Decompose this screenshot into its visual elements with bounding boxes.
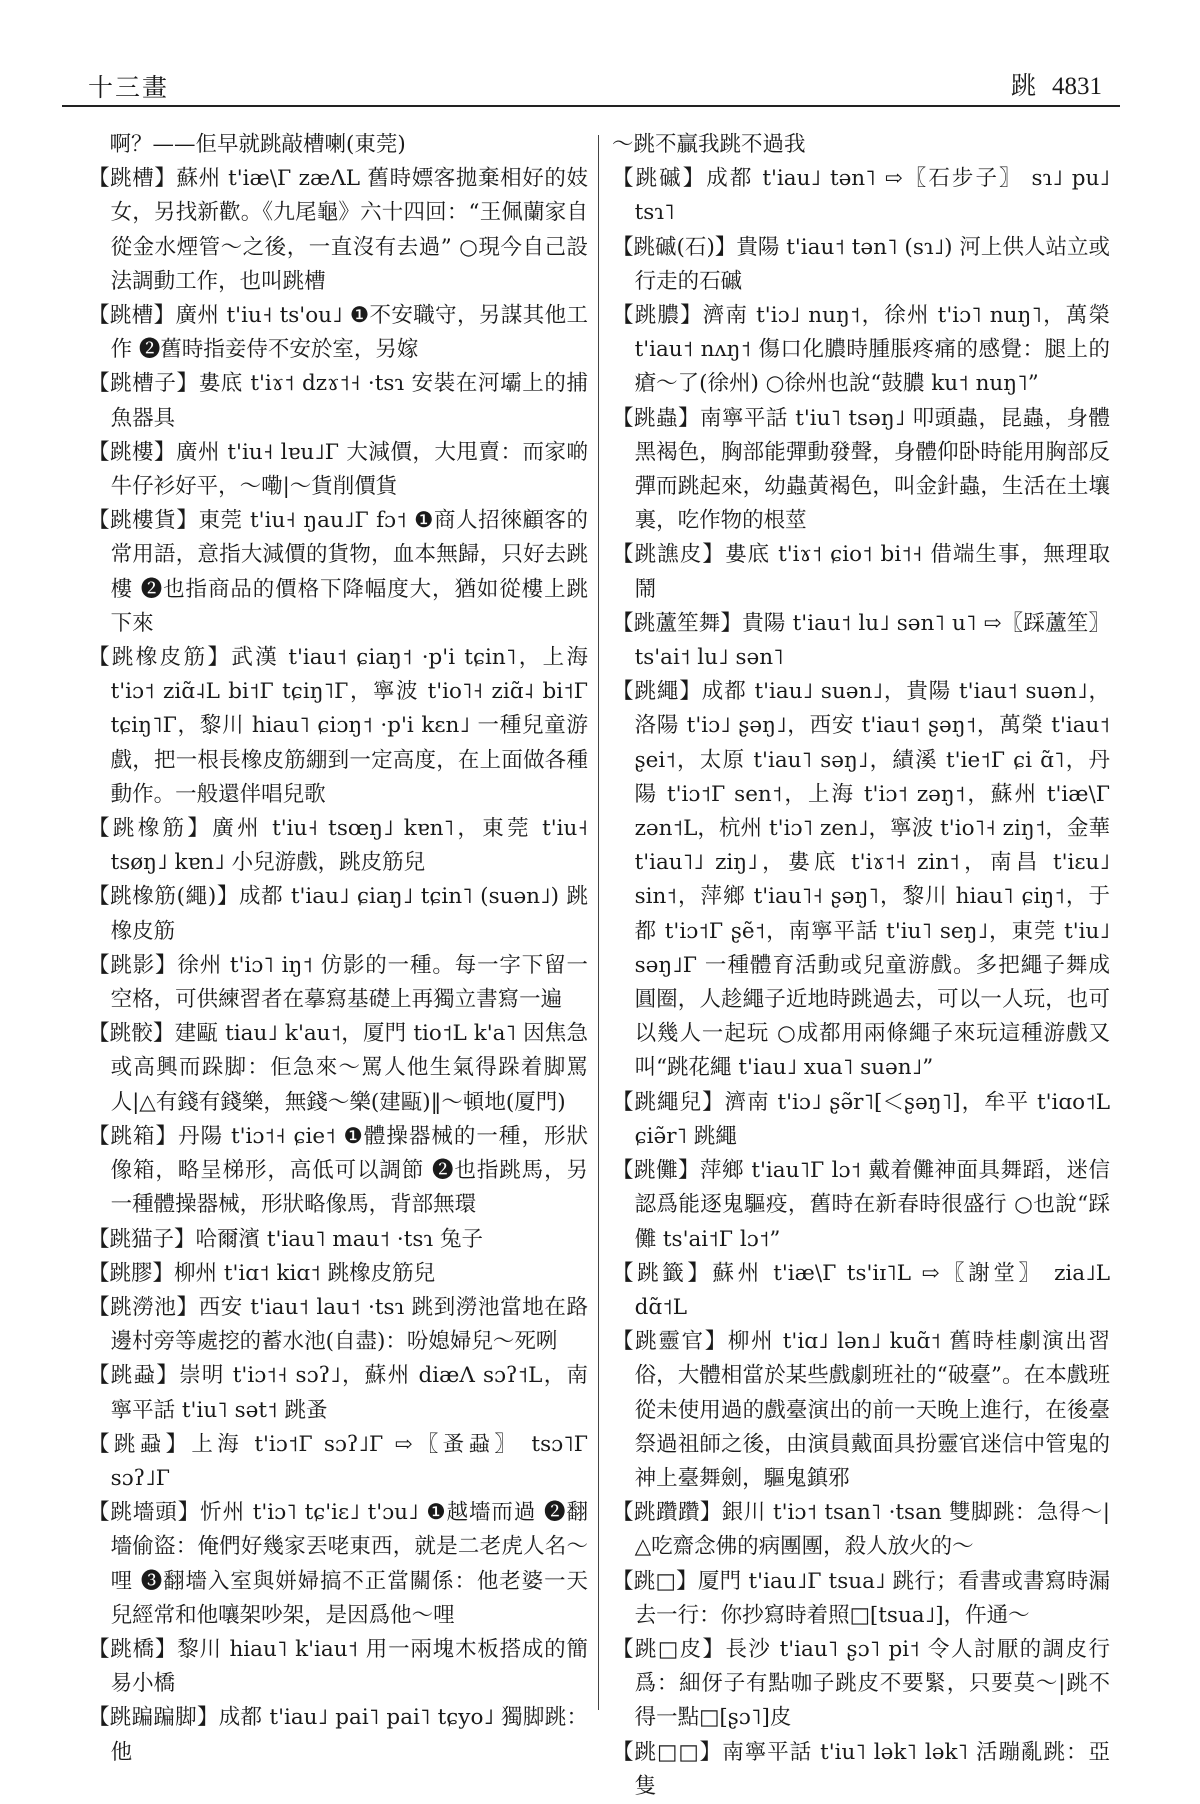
entry-headword: 【跳橡皮筋】 — [88, 645, 232, 671]
dictionary-entry — [612, 675, 1110, 1085]
entry-text: 貴陽 t'iau˦ lu˩ sən˥ u˥ ⇨〖踩蘆笙〗 ts'ai˦ lu˩ sən˥ — [634, 610, 1110, 671]
dictionary-entry — [88, 1428, 588, 1496]
dictionary-entry — [612, 299, 1110, 402]
entry-text: 銀川 t'iɔ˦ tsan˥ ·tsan 雙脚跳：急得～|△吃齋念佛的病團團，殺人放火的～ — [634, 1500, 1110, 1560]
dictionary-entry — [88, 367, 588, 435]
entry-text: 貴陽 t'iau˦ tən˥ (sɿ˩) 河上供人站立或行走的石磩 — [634, 234, 1110, 294]
dictionary-entry — [88, 812, 588, 880]
dictionary-entry — [88, 299, 588, 367]
section-label: 十三畫 — [88, 73, 170, 102]
entry-headword: 【跳籤】 — [612, 1260, 713, 1286]
entry-headword: 【跳骹】 — [88, 1021, 175, 1047]
page-index — [1011, 66, 1102, 102]
dictionary-entry — [88, 641, 588, 812]
dictionary-entry — [88, 1017, 588, 1120]
entry-headword: 【跳澇池】 — [88, 1294, 199, 1320]
entry-headword: 【跳蹁蹁脚】 — [88, 1705, 219, 1731]
index-character: 跳 — [1010, 71, 1036, 100]
dictionary-entry — [88, 1496, 588, 1633]
entry-text: 丹陽 t'iɔ˦˧ ɕie˦ ❶體操器械的一種，形狀像箱，略呈梯形，高低可以調節 ❷也指跳馬，另一種體操器械，形狀略像馬，背部無環 — [110, 1123, 588, 1218]
dictionary-entry — [612, 538, 1110, 606]
entry-text: 成都 t'iau˩ ɕiaŋ˩ tɕin˥ (suən˩) 跳橡皮筋 — [110, 884, 589, 944]
dictionary-entry — [88, 1120, 588, 1223]
dictionary-entry — [612, 402, 1110, 539]
dictionary-entry — [88, 1291, 588, 1359]
dictionary-entry — [612, 1325, 1110, 1496]
entry-text: ～跳不贏我跳不過我 — [612, 132, 806, 157]
entry-headword: 【跳蝨】 — [88, 1363, 180, 1389]
entry-headword: 【跳□】 — [612, 1568, 698, 1594]
entry-headword: 【跳蟲】 — [612, 405, 700, 431]
dictionary-entry — [612, 1086, 1110, 1154]
entry-headword: 【跳膿】 — [612, 303, 703, 329]
entry-headword: 【跳蝨】 — [88, 1431, 192, 1457]
entry-text: 成都 t'iau˩ pai˥ pai˥ tɕyo˩ 獨脚跳：他 — [110, 1705, 588, 1765]
left-column — [88, 128, 588, 1770]
entry-headword: 【跳躦躦】 — [612, 1500, 722, 1526]
entry-headword: 【跳槽子】 — [88, 371, 199, 397]
dictionary-entry — [612, 1633, 1110, 1736]
entry-headword: 【跳膠】 — [88, 1260, 175, 1286]
entry-headword: 【跳磩】 — [612, 166, 707, 192]
dictionary-entry — [88, 949, 588, 1017]
entry-headword: 【跳儺】 — [612, 1158, 701, 1184]
dictionary-entry — [612, 1565, 1110, 1633]
entry-text: 啊？——佢早就跳敲槽喇(東莞) — [88, 132, 406, 157]
entry-text: 南寧平話 t'iu˥ lək˥ lək˥ 活蹦亂跳：亞隻 — [634, 1739, 1110, 1799]
dictionary-entry — [88, 128, 588, 162]
entry-text: 廣州 t'iu˧ tsœŋ˩ kɐn˥，東莞 t'iu˧ tsøŋ˩ kɐn˩ 小兒游戲，跳皮筋兒 — [110, 816, 588, 876]
entry-headword: 【跳箱】 — [88, 1123, 179, 1149]
entry-text: 婁底 t'iɤ˦ dzɤ˦˧ ·tsɿ 安裝在河壩上的捕魚器具 — [110, 371, 588, 431]
entry-text: 東莞 t'iu˧ ŋau˩Г fɔ˦ ❶商人招徠顧客的常用語，意指大減價的貨物，血本無歸，只好去跳樓 ❷也指商品的價格下降幅度大，猶如從樓上跳下來 — [110, 508, 588, 636]
entry-headword: 【跳繩】 — [612, 679, 702, 705]
header-rule — [62, 105, 1120, 107]
entry-headword: 【跳橡筋(繩)】 — [88, 884, 240, 910]
entry-text: 蘇州 t'iæ\Г ts'iɪ˥L ⇨〖謝堂〗 zia˩L dɑ̃˦L — [634, 1260, 1110, 1320]
dictionary-entry — [612, 607, 1110, 675]
entry-text: 黎川 hiau˥ k'iau˦ 用一兩塊木板搭成的簡易小橋 — [110, 1636, 588, 1697]
entry-text: 濟南 t'iɔ˩ ʂə̃r˥[＜ʂəŋ˥]，牟平 t'iɑo˦L ɕiə̃r˥ 跳繩 — [634, 1089, 1110, 1149]
entry-headword: 【跳□皮】 — [612, 1636, 726, 1662]
entry-headword: 【跳靈官】 — [612, 1329, 728, 1355]
dictionary-entry — [88, 880, 588, 948]
dictionary-entry — [612, 128, 1110, 162]
entry-text: 哈爾濱 t'iau˥ mau˦ ·tsɿ 兔子 — [195, 1226, 483, 1252]
dictionary-entry — [88, 1257, 588, 1291]
entry-headword: 【跳□□】 — [612, 1739, 723, 1765]
entry-text: 南寧平話 t'iu˥ tsəŋ˩ 叩頭蟲，昆蟲，身體黑褐色，胸部能彈動發聲，身體仰卧時能用胸部反彈而跳起來，幼蟲黃褐色，叫金針蟲，生活在土壤裏，吃作物的根莖 — [634, 405, 1110, 534]
entry-text: 柳州 t'iɑ˦ kiɑ˦ 跳橡皮筋兒 — [174, 1260, 436, 1286]
entry-headword: 【跳譙皮】 — [612, 542, 725, 568]
entry-text: 徐州 t'iɔ˥ iŋ˦ 仿影的一種。每一字下留一空格，可供練習者在摹寫基礎上再獨立書寫一遍 — [110, 952, 588, 1013]
entry-headword: 【跳樓貨】 — [88, 508, 199, 534]
entry-text: 武漢 t'iau˦ ɕiaŋ˦ ·p'i tɕin˥，上海 t'iɔ˦ ziɑ̃˨L bi˦Г tɕiŋ˥Г，寧波 t'io˥˧ ziɑ̃˨ bi˦Г tɕiŋ˥Г，黎川 hiau˥ ɕiɔŋ˦ ·p'i kɛn˩ 一種兒童游戲，把一根長橡皮筋綳到一定高度，在上面做各種動作。一般還伴唱兒歌 — [110, 645, 588, 807]
entry-headword: 【跳樓】 — [88, 439, 177, 465]
entry-text: 建甌 tiau˩ k'au˦，厦門 tio˦L k'a˥ 因焦急或高興而跺脚：佢急來～罵人他生氣得跺着脚罵人|△有錢有錢樂，無錢～樂(建甌)‖～頓地(厦門) — [110, 1021, 588, 1115]
entry-headword: 【跳繩兒】 — [612, 1089, 725, 1115]
column-divider — [598, 135, 599, 1710]
entry-text: 上海 t'iɔ˦Г sɔʔ˩Г ⇨〖蚤蝨〗 tsɔ˥Г sɔʔ˩Г — [110, 1431, 588, 1491]
dictionary-entry — [612, 1257, 1110, 1325]
dictionary-entry — [88, 1223, 588, 1257]
dictionary-entry — [88, 504, 588, 641]
entry-text: 廣州 t'iu˧ ts'ou˩ ❶不安職守，另謀其他工作 ❷舊時指妾侍不安於室，另嫁 — [110, 303, 588, 363]
entry-headword: 【跳橋】 — [88, 1636, 178, 1662]
entry-text: 萍鄉 t'iau˥Г lɔ˦ 戴着儺神面具舞蹈，迷信認爲能逐鬼驅疫，舊時在新春時很盛行 ○也說“踩儺 ts'ai˦Г lɔ˦” — [634, 1158, 1110, 1252]
dictionary-entry — [88, 1701, 588, 1769]
entry-text: 廣州 t'iu˧ lɐu˩Г 大減價，大甩賣：而家啲牛仔衫好平，～嘞|～貨削價貨 — [110, 439, 588, 500]
dictionary-entry — [612, 231, 1110, 299]
dictionary-entry — [88, 436, 588, 504]
dictionary-entry — [88, 162, 588, 299]
entry-text: 成都 t'iau˩ tən˥ ⇨〖石步子〗 sɿ˩ pu˩ tsɿ˥ — [634, 166, 1110, 226]
dictionary-entry — [612, 1154, 1110, 1257]
entry-headword: 【跳磩(石)】 — [612, 234, 737, 260]
dictionary-entry — [88, 1359, 588, 1427]
entry-headword: 【跳橡筋】 — [88, 816, 213, 842]
entry-text: 婁底 t'iɤ˦ ɕio˦ bi˦˧ 借端生事，無理取鬧 — [634, 542, 1110, 602]
entry-headword: 【跳蘆笙舞】 — [612, 610, 743, 636]
entry-headword: 【跳猫子】 — [88, 1226, 196, 1252]
entry-text: 崇明 t'iɔ˦˧ sɔʔ˩，蘇州 diæɅ sɔʔ˦L，南寧平話 t'iu˥ sət˦ 跳蚤 — [110, 1363, 588, 1423]
entry-text: 柳州 t'iɑ˩ lən˩ kuɑ̃˦ 舊時桂劇演出習俗，大體相當於某些戲劇班社的“破臺”。在本戲班從未使用過的戲臺演出的前一天晚上進行，在後臺祭過祖師之後，由演員戴面具扮靈官迷信中管鬼的神上臺舞劍，驅鬼鎮邪 — [634, 1329, 1110, 1491]
dictionary-entry — [612, 1736, 1110, 1804]
entry-headword: 【跳槽】 — [88, 303, 176, 329]
entry-text: 厦門 t'iau˩Г tsua˩ 跳行；看書或書寫時漏去一行：你抄寫時着照□[tsua˩]，仵通～ — [634, 1568, 1110, 1628]
entry-text: 成都 t'iau˩ suən˩，貴陽 t'iau˦ suən˩，洛陽 t'iɔ˩ ʂəŋ˩，西安 t'iau˦ ʂəŋ˦，萬榮 t'iau˦ ʂei˦，太原 t'iau˥ səŋ˩，績溪 t'ie˦Г ɕi ɑ̃˥，丹陽 t'iɔ˦Г sen˦，上海 t'iɔ˦ zəŋ˦，蘇州 t'iæ\Г zən˦L，杭州 t'iɔ˥ zen˩，寧波 t'io˥˧ ziŋ˦，金華 t'iau˥˩ ziŋ˩，婁底 t'iɤ˦˧ zin˦，南昌 t'iɛu˩ sin˦，萍鄉 t'iau˥˧ ʂəŋ˥，黎川 hiau˥ ɕiŋ˦，于都 t'iɔ˦Г ʂẽ˦，南寧平話 t'iu˥ seŋ˩，東莞 t'iu˩ səŋ˩Г 一種體育活動或兒童游戲。多把繩子舞成圓圈，人趁繩子近地時跳過去，可以一人玩，也可以幾人一起玩 ○成都用兩條繩子來玩這種游戲又叫“跳花繩 t'iau˩ xua˥ suən˩” — [634, 679, 1110, 1081]
entry-text: 西安 t'iau˦ lau˦ ·tsɿ 跳到澇池當地在路邊村旁等處挖的蓄水池(自盡)：吩媳婦兒～死咧 — [110, 1294, 588, 1355]
entry-headword: 【跳影】 — [88, 952, 178, 978]
entry-text: 長沙 t'iau˥ ʂɔ˥ pi˦ 令人討厭的調皮行爲：細伢子有點咖子跳皮不要緊，只要莫～|跳不得一點□[ʂɔ˥]皮 — [634, 1636, 1110, 1731]
entry-headword: 【跳槽】 — [88, 166, 177, 192]
entry-headword: 【跳墻頭】 — [88, 1500, 201, 1526]
dictionary-entry — [612, 162, 1110, 230]
right-column — [612, 128, 1110, 1804]
page-header — [62, 62, 1120, 102]
entry-text: 忻州 t'iɔ˥ tɕ'iɛ˩ t'ɔu˩ ❶越墻而過 ❷翻墻偷盜：俺們好幾家丟咾東西，就是二老虎人名～哩 ❸翻墻入室與姘婦搞不正當關係：他老婆一天兒經常和他嚷架吵架，是因爲他～哩 — [110, 1500, 588, 1628]
entry-text: 蘇州 t'iæ\Г zæɅL 舊時嫖客拋棄相好的妓女，另找新歡。《九尾龜》六十四回：“王佩蘭家自從金水煙管～之後，一直沒有去過” ○現今自己設法調動工作，也叫跳槽 — [110, 166, 588, 294]
dictionary-entry — [88, 1633, 588, 1701]
entry-text: 濟南 t'iɔ˩ nuŋ˦，徐州 t'iɔ˥ nuŋ˥，萬榮 t'iau˦ nʌŋ˦ 傷口化膿時腫脹疼痛的感覺：腿上的瘡～了(徐州) ○徐州也說“鼓膿 ku˦ nuŋ˥” — [634, 303, 1110, 397]
page-number: 4831 — [1052, 73, 1102, 100]
dictionary-entry — [612, 1496, 1110, 1564]
